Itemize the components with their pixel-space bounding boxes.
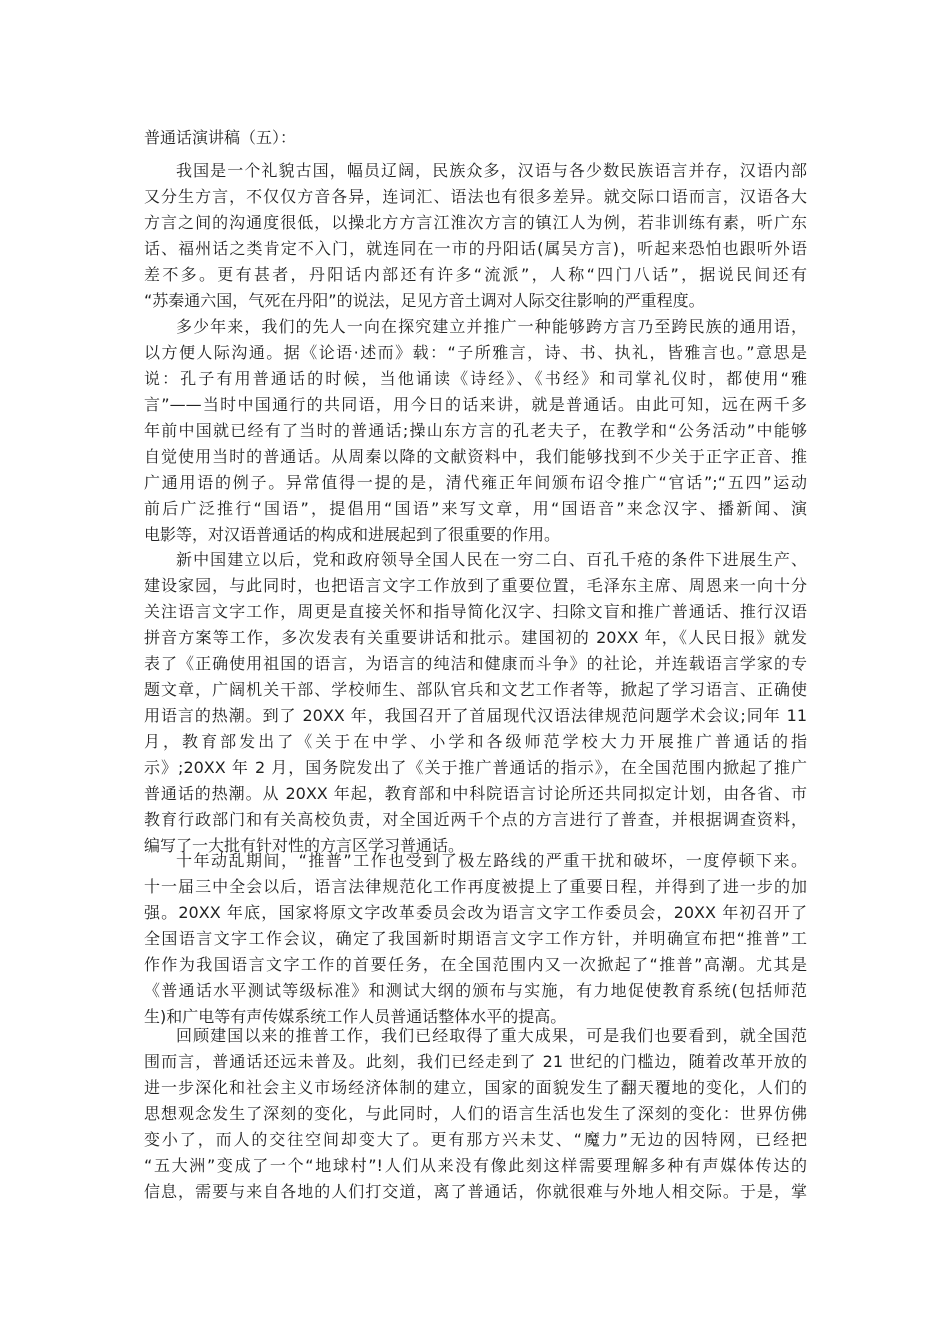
paragraph-line: 建设家园，与此同时，也把语言文字工作放到了重要位置，毛泽东主席、周恩来一向十分	[144, 576, 807, 595]
paragraph-line: 十一届三中全会以后，语言法律规范化工作再度被提上了重要日程，并得到了进一步的加	[144, 877, 807, 896]
paragraph-line: 表了《正确使用祖国的语言，为语言的纯洁和健康而斗争》的社论，并连载语言学家的专	[144, 654, 807, 673]
paragraph-line: 差不多。更有甚者，丹阳话内部还有许多“流派”，人称“四门八话”，据说民间还有	[144, 265, 807, 284]
paragraph-line: 说：孔子有用普通话的时候，当他诵读《诗经》、《书经》和司掌礼仪时，都使用“雅	[144, 369, 807, 388]
paragraph-line: 编写了一大批有针对性的方言区学习普通话。	[144, 836, 465, 855]
paragraph-line: “苏秦通六国，气死在丹阳”的说法，足见方音土调对人际交往影响的严重程度。	[144, 291, 705, 310]
paragraph-line: 十年动乱期间，“推普”工作也受到了极左路线的严重干扰和破坏，一度停顿下来。	[176, 851, 807, 870]
paragraph-line: 以方便人际沟通。据《论语·述而》载：“子所雅言，诗、书、执礼，皆雅言也。”意思是	[144, 343, 807, 362]
paragraph-line: 变小了，而人的交往空间却变大了。更有那方兴未艾、“魔力”无边的因特网，已经把	[144, 1130, 807, 1149]
paragraph-line: 思想观念发生了深刻的变化，与此同时，人们的语言生活也发生了深刻的变化：世界仿佛	[144, 1104, 807, 1123]
paragraph-line: 题文章，广阔机关干部、学校师生、部队官兵和文艺工作者等，掀起了学习语言、正确使	[144, 680, 807, 699]
paragraph-line: 强。20XX 年底，国家将原文字改革委员会改为语言文字工作委员会，20XX 年初召开了	[144, 903, 807, 922]
paragraph-line: 示》;20XX 年 2 月，国务院发出了《关于推广普通话的指示》，在全国范围内掀起了推广	[144, 758, 807, 777]
paragraph-line: 年前中国就已经有了当时的普通话;操山东方言的孔老夫子，在教学和“公务活动”中能够	[144, 421, 807, 440]
paragraph-line: 围而言，普通话还远未普及。此刻，我们已经走到了 21 世纪的门槛边，随着改革开放的	[144, 1052, 807, 1071]
paragraph-line: 言”——当时中国通行的共同语，用今日的话来讲，就是普通话。由此可知，远在两千多	[144, 395, 807, 414]
paragraph-line: 我国是一个礼貌古国，幅员辽阔，民族众多，汉语与各少数民族语言并存，汉语内部	[176, 161, 807, 180]
paragraph-line: 自觉使用当时的普通话。从周秦以降的文献资料中，我们能够找到不少关于正字正音、推	[144, 447, 807, 466]
paragraph-line: 新中国建立以后，党和政府领导全国人民在一穷二白、百孔千疮的条件下进展生产、	[176, 550, 807, 569]
document-title: 普通话演讲稿（五）：	[144, 128, 297, 147]
paragraph-line: 关注语言文字工作，周更是直接关怀和指导简化汉字、扫除文盲和推广普通话、推行汉语	[144, 602, 807, 621]
paragraph-line: 《普通话水平测试等级标准》和测试大纲的颁布与实施，有力地促使教育系统(包括师范	[144, 981, 807, 1000]
paragraph-line: 用语言的热潮。到了 20XX 年，我国召开了首届现代汉语法律规范问题学术会议;同年 11	[144, 706, 807, 725]
paragraph-line: 信息，需要与来自各地的人们打交道，离了普通话，你就很难与外地人相交际。于是，掌	[144, 1182, 807, 1201]
paragraph-line: 进一步深化和社会主义市场经济体制的建立，国家的面貌发生了翻天覆地的变化，人们的	[144, 1078, 807, 1097]
paragraph-line: 普通话的热潮。从 20XX 年起，教育部和中科院语言讨论所还共同拟定计划，由各省、市	[144, 784, 807, 803]
paragraph-line: 作作为我国语言文字工作的首要任务，在全国范围内又一次掀起了“推普”高潮。尤其是	[144, 955, 807, 974]
paragraph-line: 生)和广电等有声传媒系统工作人员普通话整体水平的提高。	[144, 1007, 567, 1026]
paragraph-line: 方言之间的沟通度很低，以操北方方言江淮次方言的镇江人为例，若非训练有素，听广东	[144, 213, 807, 232]
paragraph-line: 前后广泛推行“国语”，提倡用“国语”来写文章，用“国语音”来念汉字、播新闻、演	[144, 499, 807, 518]
paragraph-line: 广通用语的例子。异常值得一提的是，清代雍正年间颁布诏令推广“官话”;“五四”运动	[144, 473, 807, 492]
paragraph-line: 月，教育部发出了《关于在中学、小学和各级师范学校大力开展推广普通话的指	[144, 732, 807, 751]
paragraph-line: 话、福州话之类肯定不入门，就连同在一市的丹阳话(属吴方言)，听起来恐怕也跟听外语	[144, 239, 807, 258]
paragraph-line: 教育行政部门和有关高校负责，对全国近两千个点的方言进行了普查，并根据调查资料，	[144, 810, 807, 829]
paragraph-line: 电影等，对汉语普通话的构成和进展起到了很重要的作用。	[144, 525, 561, 544]
paragraph-line: 回顾建国以来的推普工作，我们已经取得了重大成果，可是我们也要看到，就全国范	[176, 1026, 807, 1045]
paragraph-line: 多少年来，我们的先人一向在探究建立并推广一种能够跨方言乃至跨民族的通用语，	[176, 317, 807, 336]
paragraph-line: “五大洲”变成了一个“地球村”!人们从来没有像此刻这样需要理解多种有声媒体传达的	[144, 1156, 807, 1175]
paragraph-line: 拼音方案等工作，多次发表有关重要讲话和批示。建国初的 20XX 年，《人民日报》就发	[144, 628, 807, 647]
paragraph-line: 全国语言文字工作会议，确定了我国新时期语言文字工作方针，并明确宣布把“推普”工	[144, 929, 807, 948]
paragraph-line: 又分生方言，不仅仅方音各异，连词汇、语法也有很多差异。就交际口语而言，汉语各大	[144, 187, 807, 206]
